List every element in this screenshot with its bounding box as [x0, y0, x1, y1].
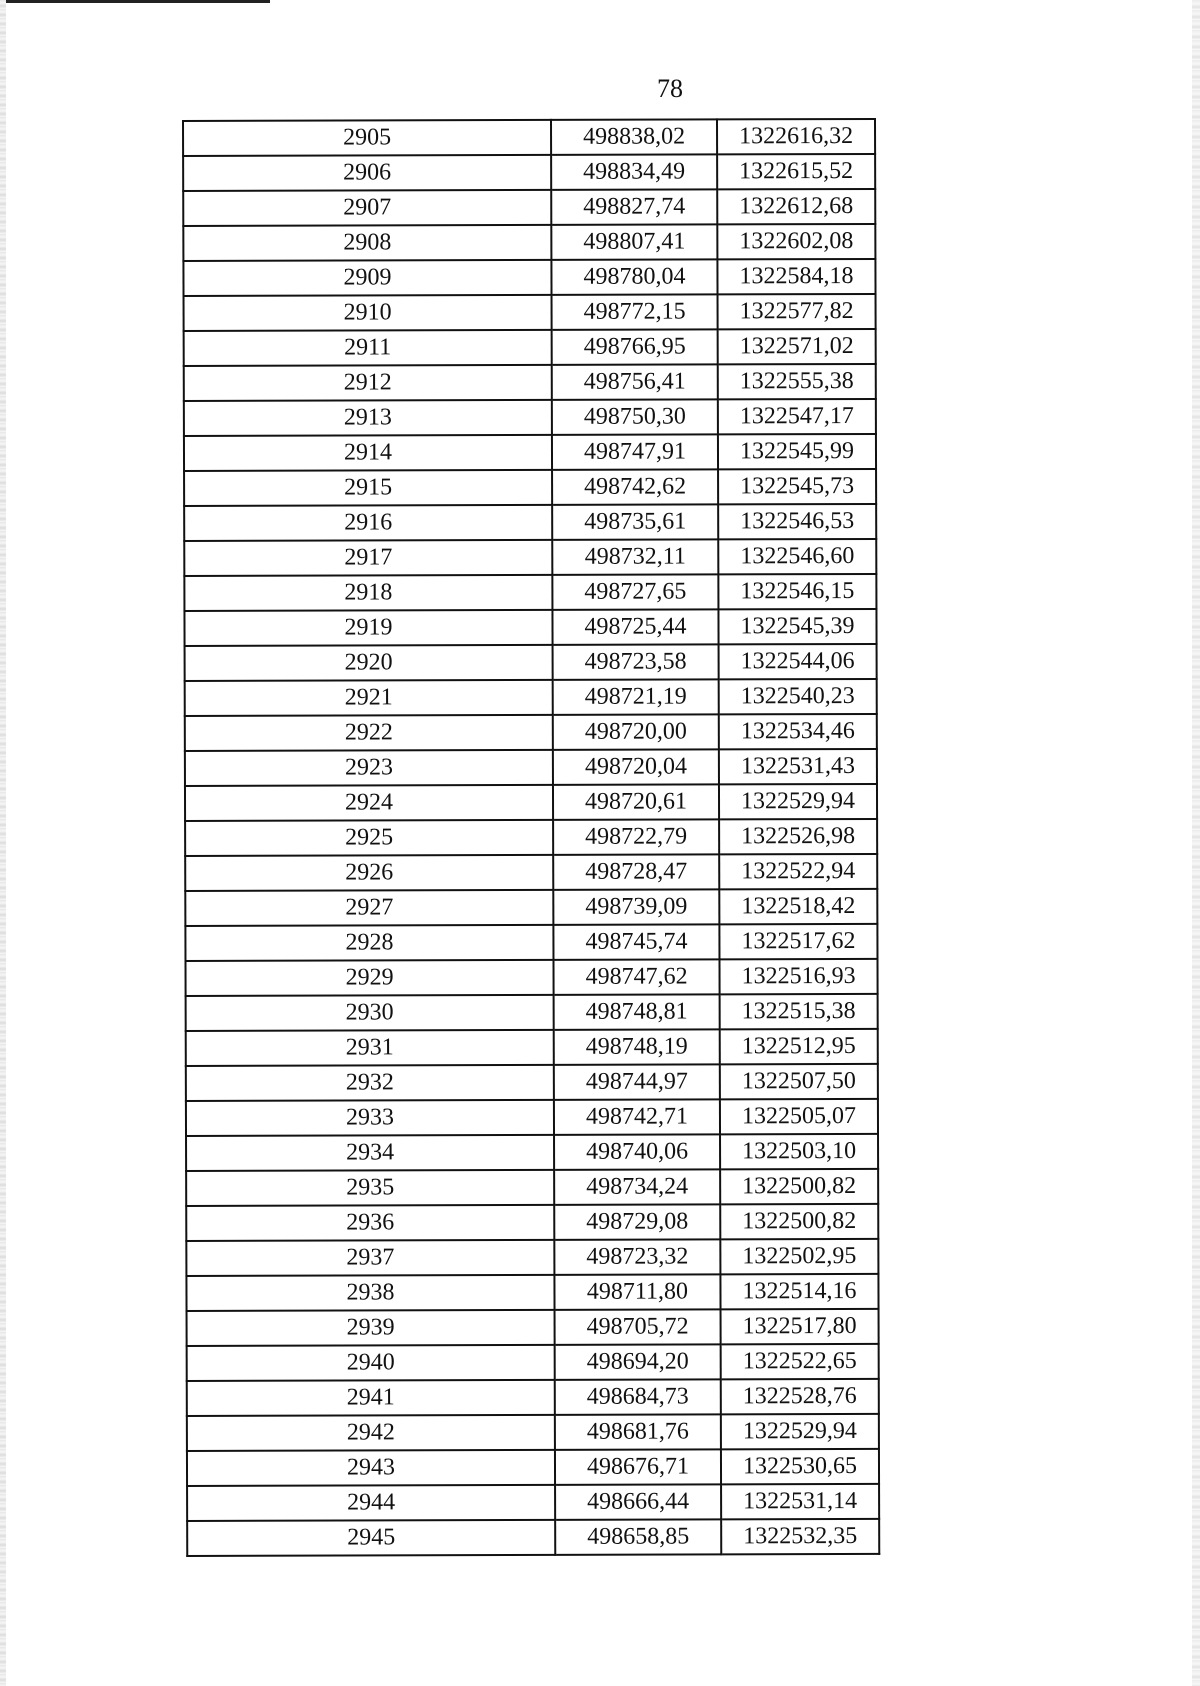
table-row	[186, 1274, 878, 1311]
point-number-cell: 2934	[186, 1135, 554, 1171]
table-row	[187, 1484, 879, 1521]
y-coordinate-cell: 1322503,10	[720, 1134, 878, 1169]
y-coordinate-cell: 1322555,38	[718, 364, 876, 399]
point-number-cell: 2910	[184, 295, 552, 331]
point-number-cell: 2932	[186, 1065, 554, 1101]
scan-edge-left	[0, 0, 6, 1686]
table-row	[186, 1239, 878, 1276]
point-number-cell: 2920	[185, 645, 553, 681]
y-coordinate-cell: 1322546,15	[718, 574, 876, 609]
point-number-cell: 2928	[185, 925, 553, 961]
y-coordinate-cell: 1322531,43	[719, 749, 877, 784]
point-number-cell: 2933	[186, 1100, 554, 1136]
y-coordinate-cell: 1322602,08	[717, 224, 875, 259]
coordinates-table-body	[183, 119, 879, 1556]
point-number-cell: 2911	[184, 330, 552, 366]
y-coordinate-cell: 1322584,18	[717, 259, 875, 294]
point-number-cell: 2907	[183, 190, 551, 226]
scan-edge-right	[1192, 0, 1200, 1686]
x-coordinate-cell: 498744,97	[554, 1064, 720, 1099]
y-coordinate-cell: 1322516,93	[719, 959, 877, 994]
x-coordinate-cell: 498748,81	[554, 994, 720, 1029]
point-number-cell: 2929	[185, 960, 553, 996]
x-coordinate-cell: 498772,15	[552, 294, 718, 329]
table-row	[186, 1099, 878, 1136]
y-coordinate-cell: 1322532,35	[721, 1519, 879, 1554]
point-number-cell: 2917	[184, 540, 552, 576]
y-coordinate-cell: 1322545,39	[718, 609, 876, 644]
y-coordinate-cell: 1322505,07	[720, 1099, 878, 1134]
scan-top-rule	[0, 0, 270, 3]
x-coordinate-cell: 498834,49	[551, 154, 717, 189]
table-row	[185, 959, 877, 996]
table-row	[187, 1379, 879, 1416]
table-row	[187, 1344, 879, 1381]
table-row	[187, 1309, 879, 1346]
x-coordinate-cell: 498740,06	[554, 1134, 720, 1169]
x-coordinate-cell: 498684,73	[555, 1379, 721, 1414]
x-coordinate-cell: 498807,41	[551, 224, 717, 259]
point-number-cell: 2915	[184, 470, 552, 506]
x-coordinate-cell: 498732,11	[552, 539, 718, 574]
point-number-cell: 2927	[185, 890, 553, 926]
table-row	[183, 259, 875, 296]
point-number-cell: 2945	[187, 1520, 555, 1556]
table-row	[183, 154, 875, 191]
point-number-cell: 2912	[184, 365, 552, 401]
coordinates-table	[182, 118, 880, 1557]
y-coordinate-cell: 1322530,65	[721, 1449, 879, 1484]
point-number-cell: 2913	[184, 400, 552, 436]
x-coordinate-cell: 498723,58	[553, 644, 719, 679]
y-coordinate-cell: 1322500,82	[720, 1204, 878, 1239]
x-coordinate-cell: 498720,61	[553, 784, 719, 819]
table-row	[183, 119, 875, 156]
table-row	[187, 1519, 879, 1556]
x-coordinate-cell: 498676,71	[555, 1449, 721, 1484]
x-coordinate-cell: 498723,32	[554, 1239, 720, 1274]
x-coordinate-cell: 498747,91	[552, 434, 718, 469]
x-coordinate-cell: 498666,44	[555, 1484, 721, 1519]
table-row	[186, 1064, 878, 1101]
table-row	[186, 1204, 878, 1241]
table-row	[185, 819, 877, 856]
point-number-cell: 2935	[186, 1170, 554, 1206]
table-row	[185, 924, 877, 961]
table-row	[185, 679, 877, 716]
point-number-cell: 2916	[184, 505, 552, 541]
y-coordinate-cell: 1322517,80	[721, 1309, 879, 1344]
x-coordinate-cell: 498780,04	[551, 259, 717, 294]
y-coordinate-cell: 1322546,60	[718, 539, 876, 574]
y-coordinate-cell: 1322545,73	[718, 469, 876, 504]
table-row	[184, 399, 876, 436]
y-coordinate-cell: 1322545,99	[718, 434, 876, 469]
x-coordinate-cell: 498694,20	[555, 1344, 721, 1379]
point-number-cell: 2924	[185, 785, 553, 821]
x-coordinate-cell: 498739,09	[553, 889, 719, 924]
x-coordinate-cell: 498838,02	[551, 119, 717, 154]
x-coordinate-cell: 498727,65	[552, 574, 718, 609]
x-coordinate-cell: 498711,80	[554, 1274, 720, 1309]
y-coordinate-cell: 1322529,94	[721, 1414, 879, 1449]
point-number-cell: 2944	[187, 1485, 555, 1521]
x-coordinate-cell: 498766,95	[552, 329, 718, 364]
page-number: 78	[657, 74, 683, 103]
x-coordinate-cell: 498748,19	[554, 1029, 720, 1064]
x-coordinate-cell: 498728,47	[553, 854, 719, 889]
point-number-cell: 2923	[185, 750, 553, 786]
x-coordinate-cell: 498681,76	[555, 1414, 721, 1449]
y-coordinate-cell: 1322500,82	[720, 1169, 878, 1204]
x-coordinate-cell: 498721,19	[553, 679, 719, 714]
point-number-cell: 2941	[187, 1380, 555, 1416]
point-number-cell: 2909	[183, 260, 551, 296]
table-row	[184, 469, 876, 506]
x-coordinate-cell: 498734,24	[554, 1169, 720, 1204]
y-coordinate-cell: 1322616,32	[717, 119, 875, 154]
y-coordinate-cell: 1322522,94	[719, 854, 877, 889]
point-number-cell: 2922	[185, 715, 553, 751]
x-coordinate-cell: 498742,62	[552, 469, 718, 504]
point-number-cell: 2943	[187, 1450, 555, 1486]
y-coordinate-cell: 1322522,65	[721, 1344, 879, 1379]
table-row	[187, 1414, 879, 1451]
table-row	[186, 1134, 878, 1171]
y-coordinate-cell: 1322544,06	[719, 644, 877, 679]
point-number-cell: 2914	[184, 435, 552, 471]
table-row	[185, 784, 877, 821]
point-number-cell: 2906	[183, 155, 551, 191]
x-coordinate-cell: 498720,00	[553, 714, 719, 749]
table-row	[184, 434, 876, 471]
point-number-cell: 2905	[183, 120, 551, 156]
table-row	[184, 504, 876, 541]
point-number-cell: 2942	[187, 1415, 555, 1451]
y-coordinate-cell: 1322540,23	[719, 679, 877, 714]
table-row	[184, 539, 876, 576]
y-coordinate-cell: 1322615,52	[717, 154, 875, 189]
table-row	[185, 854, 877, 891]
y-coordinate-cell: 1322577,82	[718, 294, 876, 329]
y-coordinate-cell: 1322529,94	[719, 784, 877, 819]
y-coordinate-cell: 1322528,76	[721, 1379, 879, 1414]
table-row	[184, 329, 876, 366]
point-number-cell: 2938	[186, 1275, 554, 1311]
point-number-cell: 2936	[186, 1205, 554, 1241]
table-row	[187, 1449, 879, 1486]
y-coordinate-cell: 1322502,95	[720, 1239, 878, 1274]
x-coordinate-cell: 498729,08	[554, 1204, 720, 1239]
point-number-cell: 2939	[187, 1310, 555, 1346]
y-coordinate-cell: 1322517,62	[719, 924, 877, 959]
y-coordinate-cell: 1322571,02	[718, 329, 876, 364]
y-coordinate-cell: 1322546,53	[718, 504, 876, 539]
y-coordinate-cell: 1322612,68	[717, 189, 875, 224]
point-number-cell: 2940	[187, 1345, 555, 1381]
table-row	[184, 609, 876, 646]
x-coordinate-cell: 498750,30	[552, 399, 718, 434]
x-coordinate-cell: 498742,71	[554, 1099, 720, 1134]
point-number-cell: 2926	[185, 855, 553, 891]
point-number-cell: 2921	[185, 680, 553, 716]
y-coordinate-cell: 1322534,46	[719, 714, 877, 749]
y-coordinate-cell: 1322518,42	[719, 889, 877, 924]
table-row	[186, 1169, 878, 1206]
x-coordinate-cell: 498756,41	[552, 364, 718, 399]
point-number-cell: 2925	[185, 820, 553, 856]
table-row	[184, 574, 876, 611]
point-number-cell: 2930	[186, 995, 554, 1031]
point-number-cell: 2908	[183, 225, 551, 261]
table-row	[184, 294, 876, 331]
table-row	[185, 714, 877, 751]
x-coordinate-cell: 498745,74	[553, 924, 719, 959]
y-coordinate-cell: 1322507,50	[720, 1064, 878, 1099]
table-row	[185, 749, 877, 786]
y-coordinate-cell: 1322547,17	[718, 399, 876, 434]
y-coordinate-cell: 1322514,16	[720, 1274, 878, 1309]
x-coordinate-cell: 498827,74	[551, 189, 717, 224]
x-coordinate-cell: 498735,61	[552, 504, 718, 539]
x-coordinate-cell: 498658,85	[555, 1519, 721, 1554]
x-coordinate-cell: 498725,44	[552, 609, 718, 644]
table-row	[184, 364, 876, 401]
point-number-cell: 2918	[184, 575, 552, 611]
x-coordinate-cell: 498720,04	[553, 749, 719, 784]
x-coordinate-cell: 498747,62	[553, 959, 719, 994]
table-row	[185, 889, 877, 926]
point-number-cell: 2937	[186, 1240, 554, 1276]
y-coordinate-cell: 1322515,38	[720, 994, 878, 1029]
table-row	[186, 1029, 878, 1066]
table-row	[186, 994, 878, 1031]
x-coordinate-cell: 498705,72	[555, 1309, 721, 1344]
y-coordinate-cell: 1322531,14	[721, 1484, 879, 1519]
y-coordinate-cell: 1322526,98	[719, 819, 877, 854]
y-coordinate-cell: 1322512,95	[720, 1029, 878, 1064]
table-row	[183, 189, 875, 226]
table-row	[183, 224, 875, 261]
point-number-cell: 2931	[186, 1030, 554, 1066]
point-number-cell: 2919	[184, 610, 552, 646]
table-row	[185, 644, 877, 681]
x-coordinate-cell: 498722,79	[553, 819, 719, 854]
